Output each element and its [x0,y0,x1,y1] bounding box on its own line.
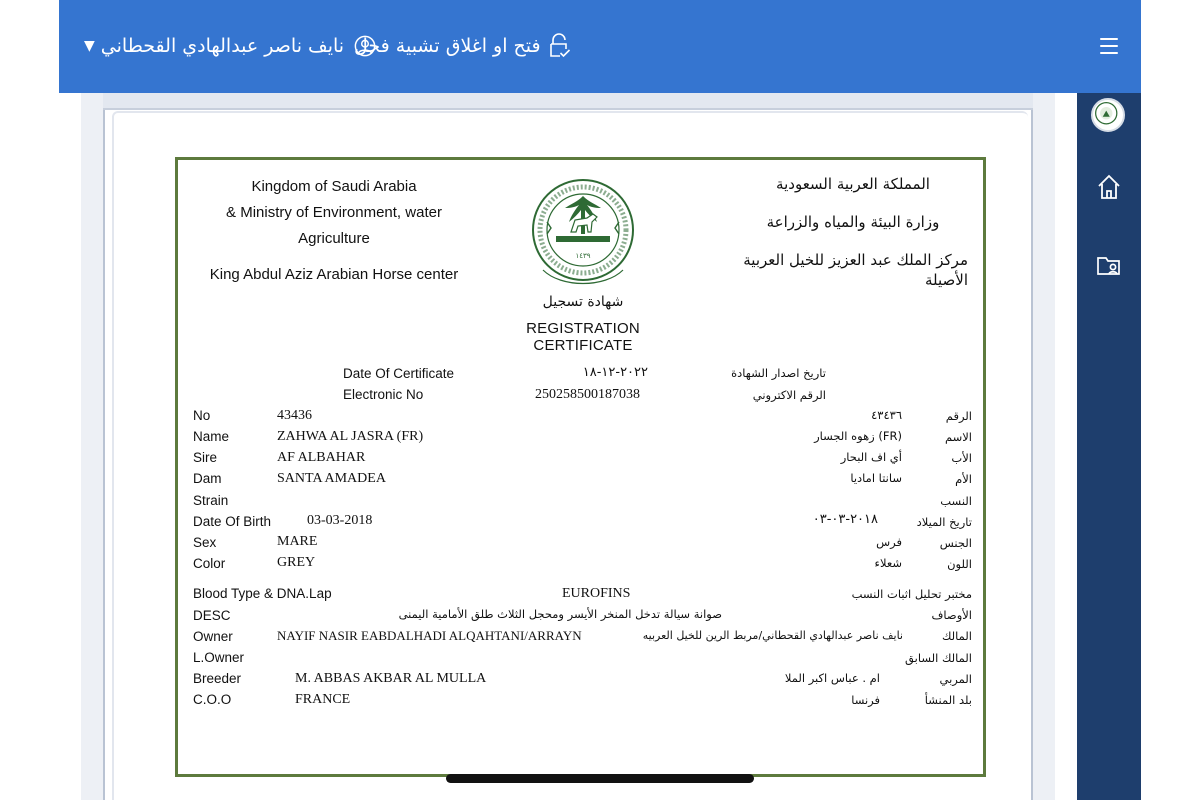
row-label-en: Date Of Birth [193,514,272,529]
row-value-en: FRANCE [295,692,351,707]
row-label-ar: الأب [951,451,972,465]
header-en-line1: Kingdom of Saudi Arabia [251,178,417,195]
row-value: EUROFINS [562,586,631,601]
row-label-ar: المالك [941,629,972,643]
row-value-ar: شعلاء [874,556,902,570]
row-value-ar: ام . عباس اكبر الملا [784,671,880,685]
electronic-no-label: Electronic No [343,387,424,402]
electronic-no-value: 250258500187038 [535,387,640,402]
row-value-ar: ٤٣٤٣٦ [871,408,902,422]
row-label-ar: تاريخ الميلاد [916,515,972,529]
row-value-en: 43436 [277,408,312,423]
top-bar [59,0,1141,93]
home-indicator-bar[interactable] [446,774,754,783]
row-value-ar: سانتا اماديا [850,471,902,485]
row-label-ar: بلد المنشأ [924,693,972,707]
chevron-down-icon: ▼ [84,38,95,54]
row-label-en: Sex [193,535,217,550]
header-ar-line3: مركز الملك عبد العزيز للخيل العربية الأصيلة [743,251,968,289]
header-en-line4: King Abdul Aziz Arabian Horse center [209,266,459,283]
row-value-en: M. ABBAS AKBAR AL MULLA [295,671,487,686]
stallion-toggle-button[interactable] [354,28,571,64]
row-value-en: NAYIF NASIR EABDALHADI ALQAHTANI/ARRAYN [277,628,582,643]
row-label-en: DESC [193,608,231,623]
header-en-line2: & Ministry of Environment, water [226,204,442,221]
row-value-ar: نايف ناصر عبدالهادي القحطاني/مربط الرين للخيل العربيه [642,629,903,642]
row-value-en: SANTA AMADEA [277,471,386,486]
row-value-ar: ٢٠١٨-٠٣-٠٣ [812,512,878,527]
row-label-ar: الاسم [944,430,972,444]
row-label-ar: الأم [955,472,972,486]
home-icon[interactable] [1096,173,1122,201]
header-ar-line1: المملكة العربية السعودية [776,175,930,193]
row-label-en: Dam [193,471,222,486]
row-label-ar: الأوصاف [931,608,972,622]
row-value: صوانة سيالة تدخل المنخر الأيسر ومحجل الثلاث طلق الأمامية اليمنى [398,607,722,621]
hamburger-menu-icon[interactable] [1100,36,1118,56]
row-value-en: AF ALBAHAR [277,450,366,465]
row-value-en: ZAHWA AL JASRA (FR) [277,429,424,444]
header-en-line3: Agriculture [298,230,370,247]
row-label-en: L.Owner [193,650,245,665]
stallion-toggle-label: فتح او اغلاق تشبية فحل [354,35,541,57]
electronic-no-label-ar: الرقم الاكتروني [752,388,826,402]
row-label-ar: اللون [947,557,972,571]
row-label-ar: الجنس [939,536,972,550]
row-label-en: Strain [193,493,229,508]
user-name: نايف ناصر عبدالهادي القحطاني [100,35,345,57]
document-viewer-header [103,93,1033,110]
certificate-title-en: REGISTRATION CERTIFICATE [526,320,640,354]
user-menu[interactable] [84,28,376,64]
logo-icon[interactable] [1091,98,1125,132]
row-label-ar: مختبر تحليل اثبات النسب [851,587,972,601]
registration-certificate [175,157,986,777]
row-label-ar: المربي [939,672,972,686]
date-of-certificate-value: ٢٠٢٢-١٢-١٨ [582,365,648,380]
row-label-en: Name [193,429,230,444]
row-label-en: Blood Type & DNA.Lap [193,586,332,601]
header-ar-line2: وزارة البيئة والمياه والزراعة [766,213,940,231]
certificate-header-ar [738,174,968,290]
svg-text:١٤٣٩: ١٤٣٩ [575,252,591,260]
folder-user-icon[interactable] [1096,253,1122,279]
row-value-ar: فرنسا [851,693,880,707]
row-value-ar: فرس [876,535,902,549]
row-value-en: GREY [277,555,316,570]
row-label-ar: المالك السابق [905,651,972,665]
row-label-ar: الرقم [945,409,972,423]
row-label-en: No [193,408,211,423]
row-value-ar: (FR) زهوه الجسار [814,429,902,443]
certificate-title-ar: شهادة تسجيل [542,294,624,310]
row-label-ar: النسب [940,494,972,508]
lock-check-icon [547,33,571,59]
row-value-ar: أي اف البحار [840,450,902,464]
row-label-en: Owner [193,629,233,644]
date-of-certificate-label: Date Of Certificate [343,366,455,381]
certificate-header-en [203,174,465,288]
row-label-en: Color [193,556,226,571]
row-value-en: 03-03-2018 [307,513,373,528]
row-label-en: C.O.O [193,692,232,707]
row-label-en: Sire [193,450,218,465]
row-label-en: Breeder [193,671,242,686]
right-sidebar [1077,93,1141,800]
date-of-certificate-label-ar: تاريخ اصدار الشهادة [731,366,826,380]
horse-center-emblem-icon [531,170,635,292]
row-value-en: MARE [277,534,318,549]
